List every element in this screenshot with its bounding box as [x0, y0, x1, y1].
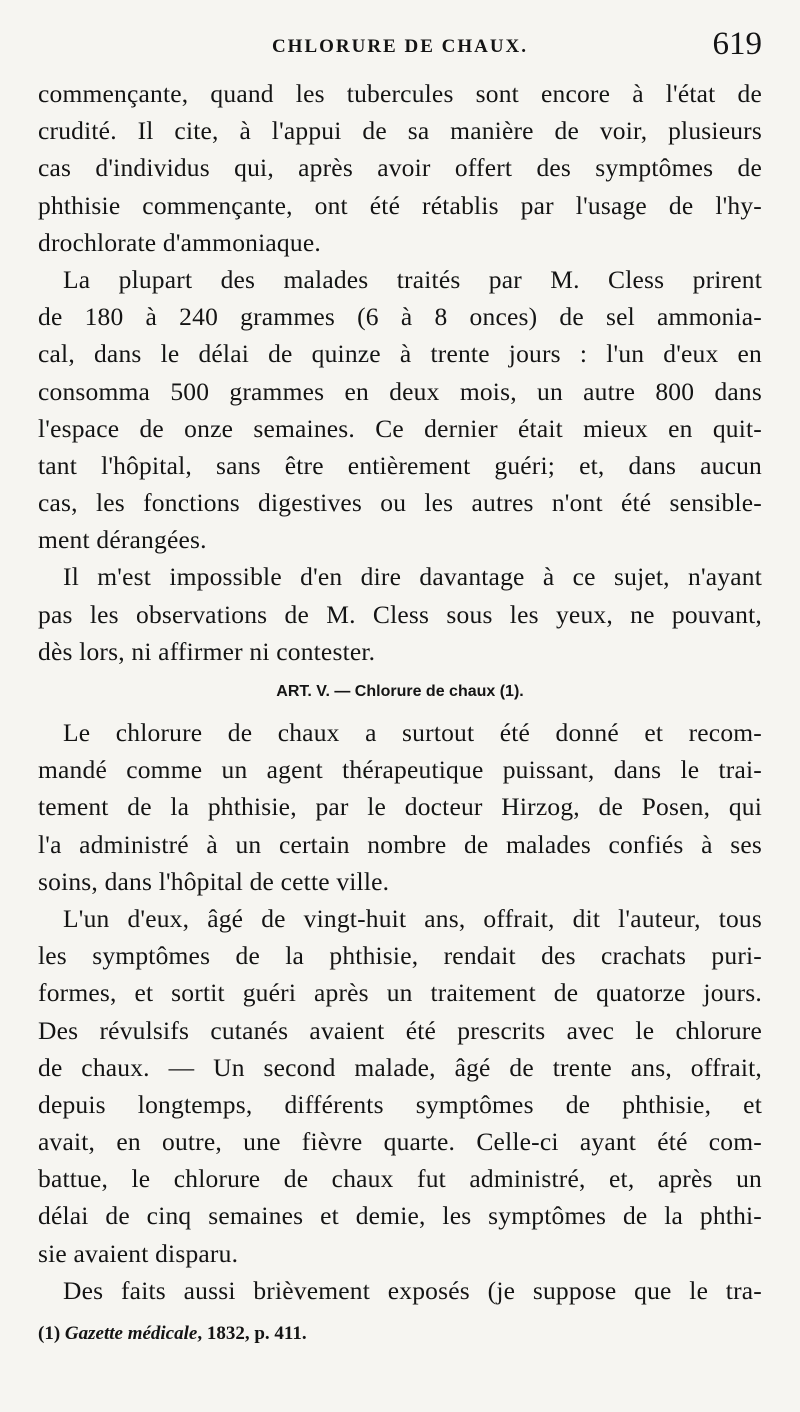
- text-line: battue, le chlorure de chaux fut administré, et, après un: [38, 1164, 762, 1194]
- text-line: cas d'individus qui, après avoir offert des symptômes de: [38, 153, 762, 183]
- text-line: L'un d'eux, âgé de vingt-huit ans, offrait, dit l'auteur, tous: [63, 903, 762, 933]
- text-line: sie avaient disparu.: [38, 1238, 239, 1268]
- text-line: de 180 à 240 grammes (6 à 8 onces) de sel ammonia-: [38, 302, 762, 332]
- text-line: les symptômes de la phthisie, rendait des crachats puri-: [38, 941, 762, 971]
- text-line: soins, dans l'hôpital de cette ville.: [38, 866, 390, 896]
- paragraph-1: [38, 75, 762, 261]
- text-line: Le chlorure de chaux a surtout été donné et recom-: [63, 718, 762, 747]
- text-line: l'espace de onze semaines. Ce dernier était mieux en quit-: [38, 413, 762, 443]
- text-line: mandé comme un agent thérapeutique puissant, dans le trai-: [38, 755, 762, 785]
- paragraph-3: [38, 558, 762, 670]
- paragraph-5: [38, 900, 762, 1272]
- page-header: [38, 26, 762, 66]
- text-line: consomma 500 grammes en deux mois, un autre 800 dans: [38, 376, 762, 406]
- footnote-details: , 1832, p. 411.: [197, 1323, 307, 1344]
- text-line: Des révulsifs cutanés avaient été prescrits avec le chlorure: [38, 1015, 762, 1045]
- text-line: délai de cinq semaines et demie, les symptômes de la phthi-: [38, 1201, 762, 1231]
- text-line: drochlorate d'ammoniaque.: [38, 227, 321, 257]
- text-line: commençante, quand les tubercules sont encore à l'état de: [38, 79, 762, 108]
- text-line: Il m'est impossible d'en dire davantage à ce sujet, n'ayant: [63, 562, 762, 592]
- footnote: [38, 1319, 762, 1349]
- footnote-marker: (1): [38, 1323, 61, 1344]
- text-line: de chaux. — Un second malade, âgé de trente ans, offrait,: [38, 1052, 762, 1082]
- text-line: ment dérangées.: [38, 525, 207, 555]
- paragraph-4: [38, 714, 762, 900]
- body-text: [38, 75, 762, 1349]
- page-number: 619: [712, 26, 762, 62]
- text-line: l'a administré à un certain nombre de malades confiés à ses: [38, 829, 762, 859]
- paragraph-6: [38, 1272, 762, 1309]
- text-line: cal, dans le délai de quinze à trente jours : l'un d'eux en: [38, 339, 762, 369]
- text-line: formes, et sortit guéri après un traitement de quatorze jours.: [38, 978, 762, 1008]
- text-line: depuis longtemps, différents symptômes de phthisie, et: [38, 1089, 762, 1119]
- text-line: phthisie commençante, ont été rétablis par l'usage de l'hy-: [38, 190, 762, 220]
- text-line: avait, en outre, une fièvre quarte. Celle-ci ayant été com-: [38, 1127, 762, 1157]
- paragraph-2: [38, 261, 762, 559]
- text-line: tement de la phthisie, par le docteur Hirzog, de Posen, qui: [38, 792, 762, 822]
- text-line: tant l'hôpital, sans être entièrement guéri; et, dans aucun: [38, 450, 762, 480]
- running-title: CHLORURE DE CHAUX.: [271, 36, 529, 57]
- footnote-source: Gazette médicale: [64, 1323, 198, 1344]
- text-line: La plupart des malades traités par M. Cless prirent: [63, 264, 762, 294]
- text-line: dès lors, ni affirmer ni contester.: [38, 636, 376, 666]
- text-line: pas les observations de M. Cless sous les yeux, ne pouvant,: [38, 599, 762, 629]
- section-heading: ART. V. — Chlorure de chaux (1).: [276, 683, 524, 700]
- text-line: cas, les fonctions digestives ou les autres n'ont été sensible-: [38, 488, 762, 518]
- text-line: crudité. Il cite, à l'appui de sa manière de voir, plusieurs: [38, 116, 762, 146]
- text-line: Des faits aussi brièvement exposés (je suppose que le tra-: [63, 1275, 762, 1305]
